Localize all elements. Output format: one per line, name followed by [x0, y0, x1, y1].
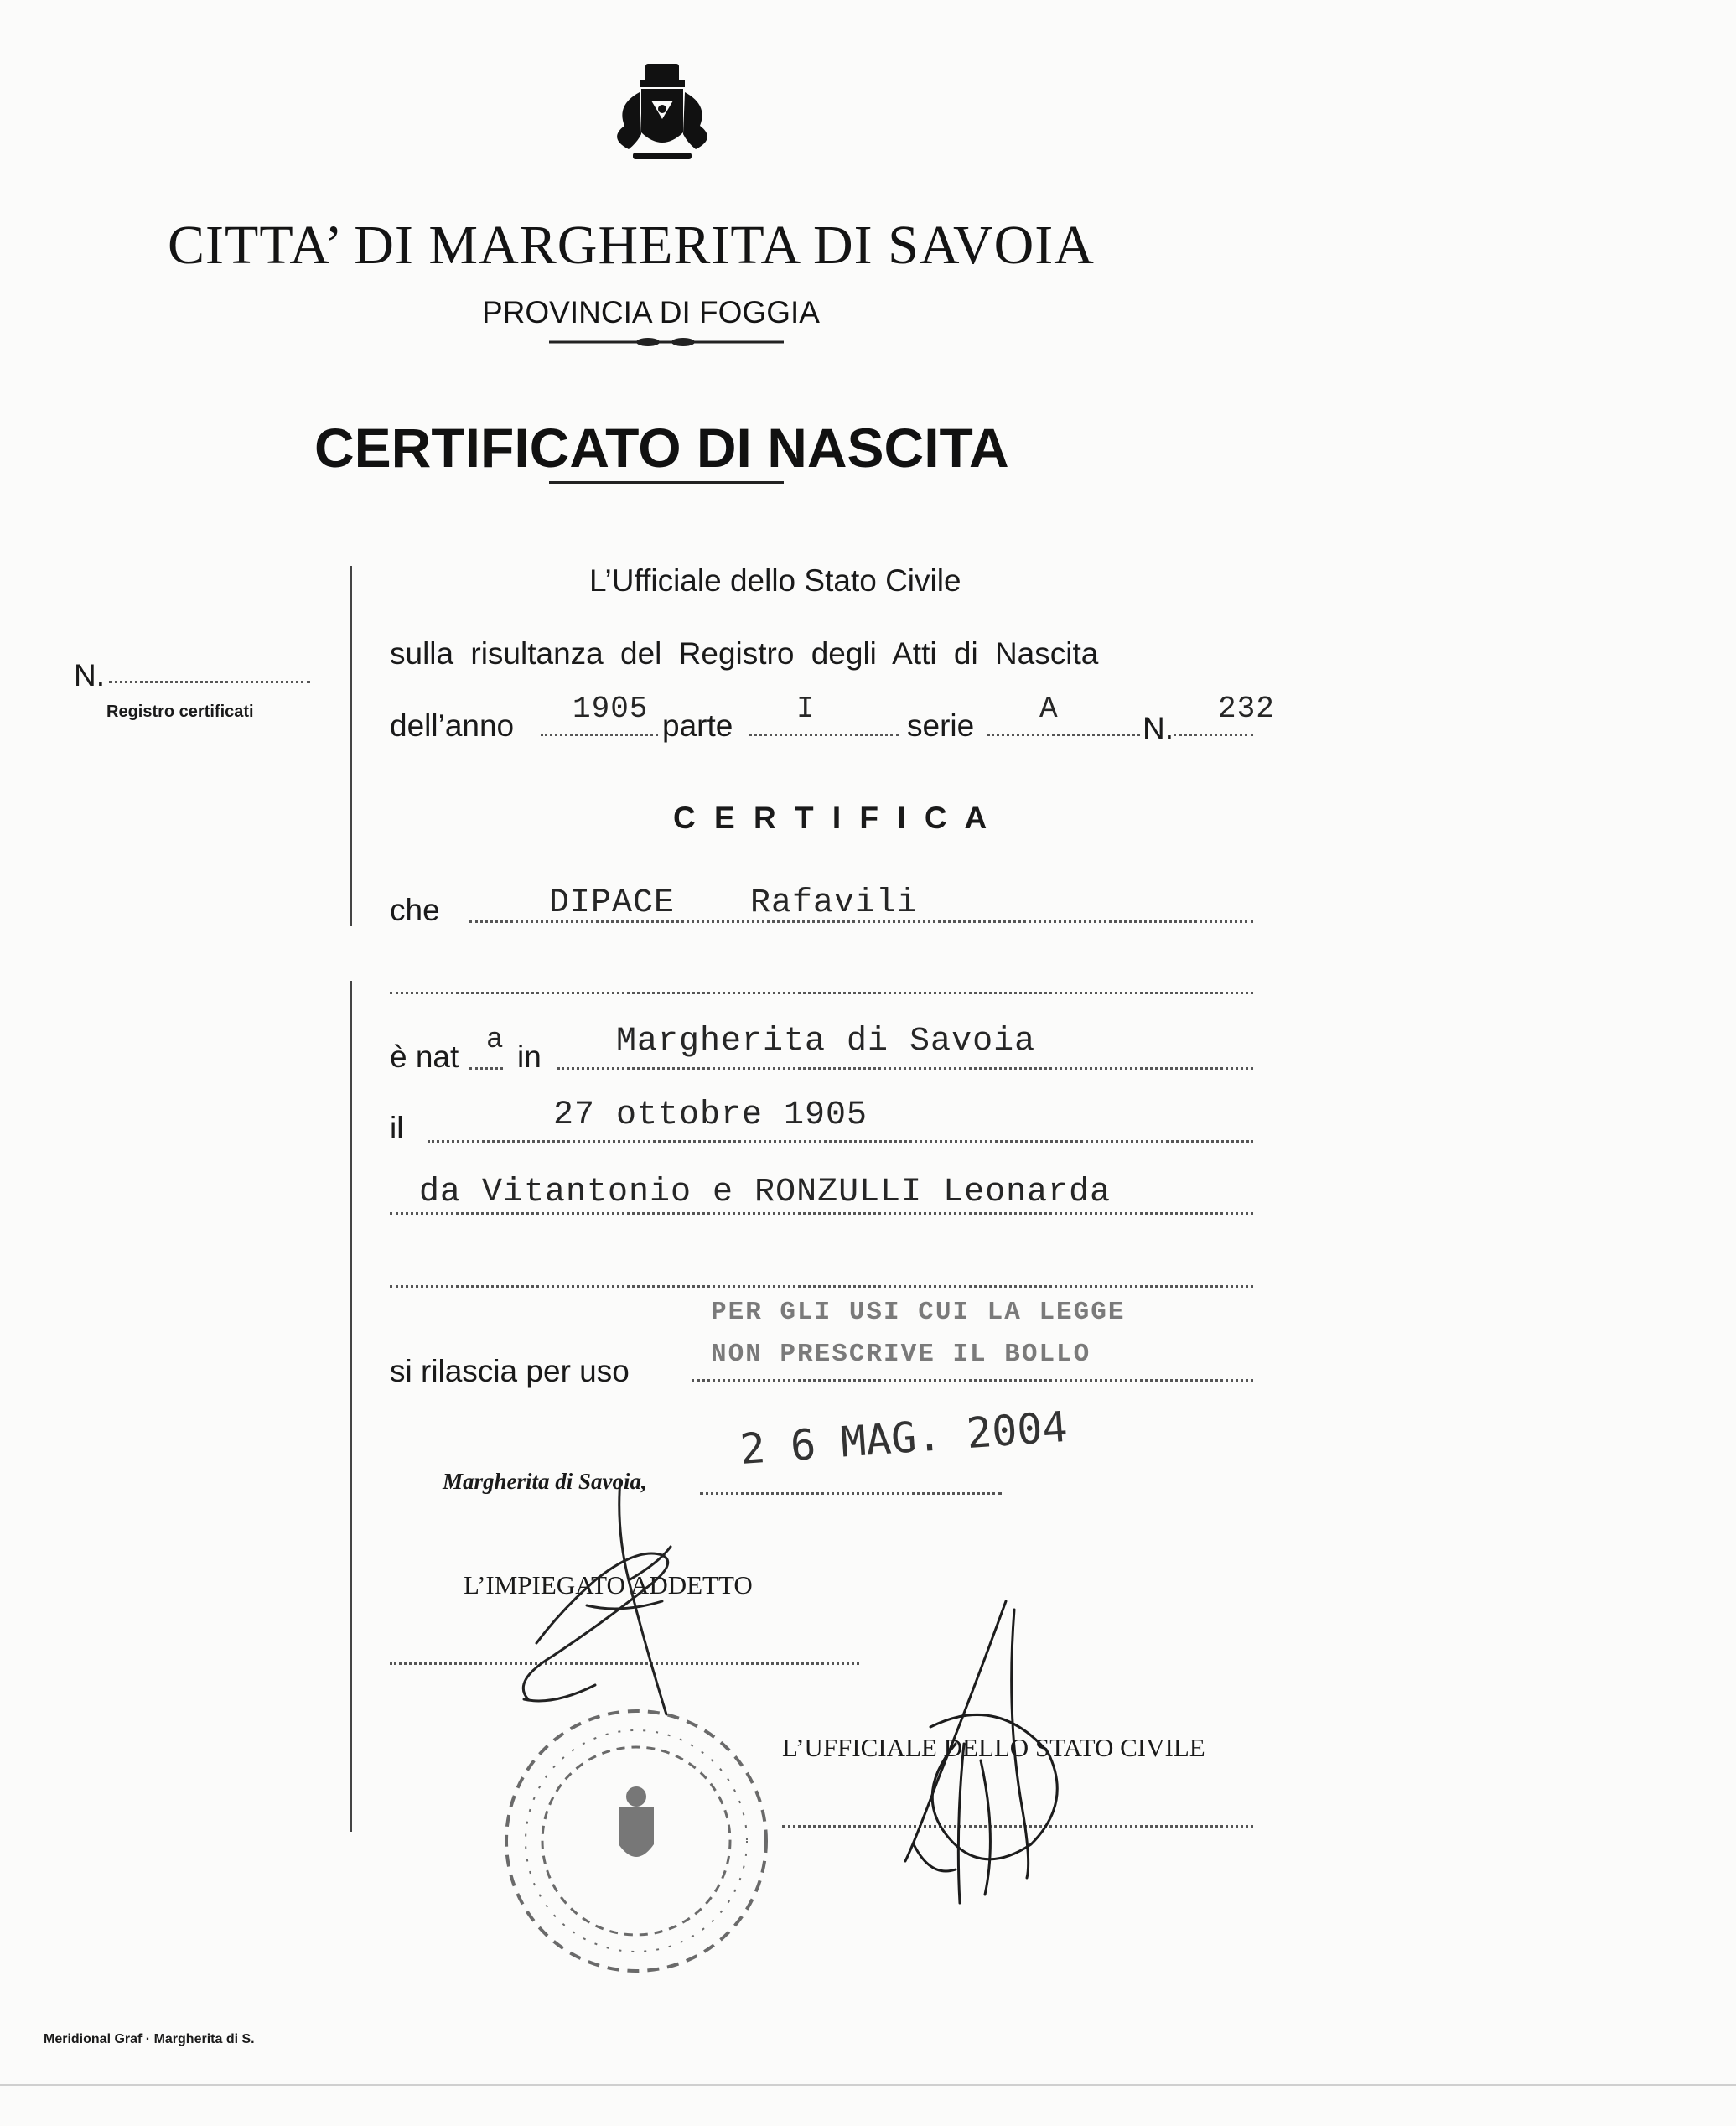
exemption-stamp-line-1: PER GLI USI CUI LA LEGGE: [711, 1298, 1126, 1327]
officer-signature: [880, 1593, 1098, 1911]
parte-label: parte: [662, 708, 733, 743]
parte-value: I: [796, 692, 816, 726]
nato-label: è nat: [390, 1040, 459, 1074]
coat-of-arms-icon: [599, 59, 725, 176]
nato-suffix: a: [486, 1024, 505, 1056]
act-number-label: N.: [1143, 711, 1174, 745]
margin-rule-upper: [350, 566, 352, 926]
serie-value: A: [1039, 692, 1059, 726]
city-title: CITTA’ DI MARGHERITA DI SAVOIA: [168, 215, 1095, 276]
date-stamp-line: [700, 1492, 1002, 1495]
name-line-2: [390, 992, 1253, 994]
che-label: che: [390, 893, 440, 927]
nato-suffix-line: [469, 1067, 503, 1070]
clerk-signature: [503, 1463, 704, 1740]
header-ornament: [549, 335, 784, 349]
uso-line: [692, 1379, 1253, 1382]
printer-imprint: Meridional Graf · Margherita di S.: [44, 2032, 255, 2046]
certificate-title: CERTIFICATO DI NASCITA: [314, 417, 1009, 479]
anno-line: [541, 734, 658, 736]
register-label: Registro certificati: [106, 703, 254, 721]
parents-line-2: [390, 1285, 1253, 1288]
date-stamp: 2 6 MAG. 2004: [738, 1402, 1070, 1474]
margin-rule-lower: [350, 981, 352, 1832]
official-heading: L’Ufficiale dello Stato Civile: [589, 563, 961, 598]
birthplace-line: [557, 1067, 1253, 1070]
parte-line: [749, 734, 899, 736]
birth-date-value: 27 ottobre 1905: [553, 1097, 868, 1134]
surname-value: DIPACE: [549, 884, 676, 922]
register-number-line: [109, 681, 310, 683]
place-label: Margherita di Savoia,: [443, 1469, 647, 1494]
title-underline: [549, 481, 784, 484]
bottom-scan-rule: [0, 2084, 1736, 2086]
given-name-value: Rafavili: [750, 884, 919, 922]
il-label: il: [390, 1111, 404, 1145]
parents-value: da Vitantonio e RONZULLI Leonarda: [419, 1174, 1112, 1211]
intro-line: sulla risultanza del Registro degli Atti di Nascita: [390, 636, 1099, 671]
act-number-line: [1174, 734, 1253, 736]
anno-label: dell’anno: [390, 708, 515, 743]
official-seal: [501, 1706, 771, 1976]
officer-label: L’UFFICIALE DELLO STATO CIVILE: [782, 1733, 1205, 1762]
certifica-heading: C E R T I F I C A: [673, 801, 992, 835]
uso-label: si rilascia per uso: [390, 1354, 630, 1388]
birthplace-value: Margherita di Savoia: [616, 1023, 1036, 1060]
exemption-stamp-line-2: NON PRESCRIVE IL BOLLO: [711, 1340, 1091, 1369]
province-subtitle: PROVINCIA DI FOGGIA: [482, 295, 820, 329]
date-line: [428, 1140, 1253, 1143]
register-number-label: N.: [74, 658, 105, 692]
parents-line: [390, 1212, 1253, 1215]
anno-value: 1905: [573, 692, 649, 726]
act-number-value: 232: [1218, 692, 1275, 726]
serie-line: [987, 734, 1140, 736]
nato-in-label: in: [517, 1040, 542, 1074]
serie-label: serie: [907, 708, 975, 743]
clerk-label: L’IMPIEGATO ADDETTO: [464, 1570, 753, 1600]
